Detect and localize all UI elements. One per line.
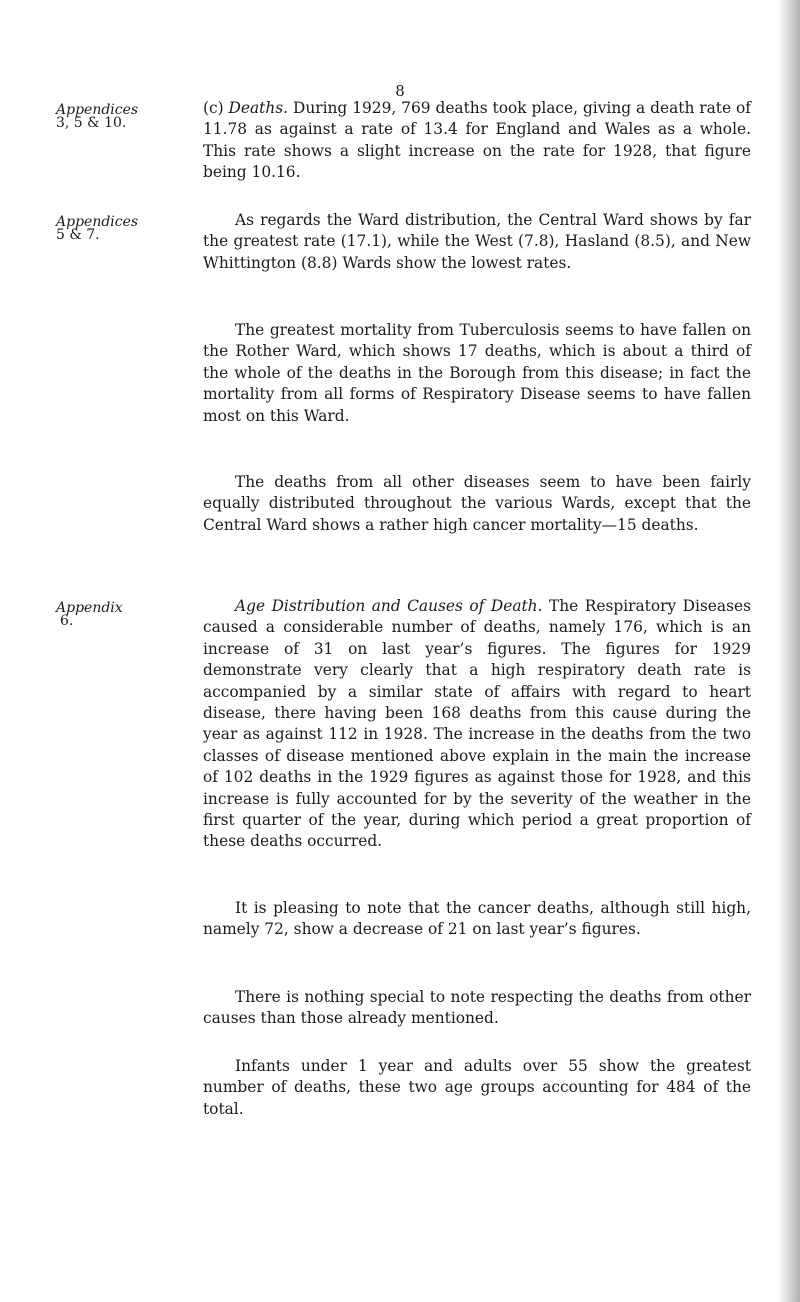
paragraph-deaths xyxy=(203,98,751,184)
section-heading-age-distribution: Age Distribution and Causes of Death. xyxy=(235,597,543,615)
margin-note-ref: 3, 5 & 10. xyxy=(56,115,127,131)
margin-note-ref: 6. xyxy=(60,613,74,629)
margin-note-appendix-6 xyxy=(56,602,146,628)
page-number: 8 xyxy=(395,82,405,100)
margin-note-label: Appendix xyxy=(56,600,123,616)
page-edge-shadow xyxy=(778,0,800,1302)
margin-note-appendices-3-5-10 xyxy=(56,104,146,130)
section-prefix: (c) xyxy=(203,99,229,117)
paragraph-text: The Respiratory Diseases caused a considerable number of deaths, namely 176, which is an increase of 31 on last year’s figures. The figures for 1929 demonstrate very clearly that a high respiratory death rate is accompanied by a similar state of affairs with regard to heart disease, there having been 168 deaths from this cause during the year as against 112 in 1928. The increase in the deaths from the two classes of disease mentioned above explain in the main the increase of 102 deaths in the 1929 figures as against those for 1928, and this increase is fully accounted for by the severity of the weather in the first quarter of the year, during which period a great proportion of these deaths occurred. xyxy=(203,597,751,851)
margin-note-label: Appendices xyxy=(56,102,139,118)
paragraph-infants: Infants under 1 year and adults over 55 show the greatest number of deaths, these two age groups accounting for 484 of the total. xyxy=(203,1057,751,1118)
margin-note-appendices-5-7 xyxy=(56,216,146,242)
paragraph-cancer: It is pleasing to note that the cancer deaths, although still high, namely 72, show a decrease of 21 on last year’s figures. xyxy=(203,899,751,939)
margin-note-label: Appendices xyxy=(56,214,139,230)
paragraph-nothing-special: There is nothing special to note respecting the deaths from other causes than those already mentioned. xyxy=(203,988,751,1028)
paragraph-age-distribution xyxy=(203,596,751,853)
paragraph-ward-distribution: As regards the Ward distribution, the Central Ward shows by far the greatest rate (17.1), while the West (7.8), Hasland (8.5), and New Whittington (8.8) Wards show the lowest rates. xyxy=(203,211,751,272)
paragraph-other-diseases: The deaths from all other diseases seem to have been fairly equally distributed throughout the various Wards, except that the Central Ward shows a rather high cancer mortality—15 deaths. xyxy=(203,473,751,534)
section-heading-deaths: Deaths. xyxy=(228,99,289,117)
margin-note-ref: 5 & 7. xyxy=(56,227,100,243)
paragraph-text: During 1929, 769 deaths took place, giving a death rate of 11.78 as against a rate of 13.4 for England and Wales as a whole. This rate shows a slight increase on the rate for 1928, that figure being 10.16. xyxy=(203,99,751,182)
paragraph-tuberculosis: The greatest mortality from Tuberculosis seems to have fallen on the Rother Ward, which shows 17 deaths, which is about a third of the whole of the deaths in the Borough from this disease; in fact the mortality from all forms of Respiratory Disease seems to have fallen most on this Ward. xyxy=(203,321,751,425)
